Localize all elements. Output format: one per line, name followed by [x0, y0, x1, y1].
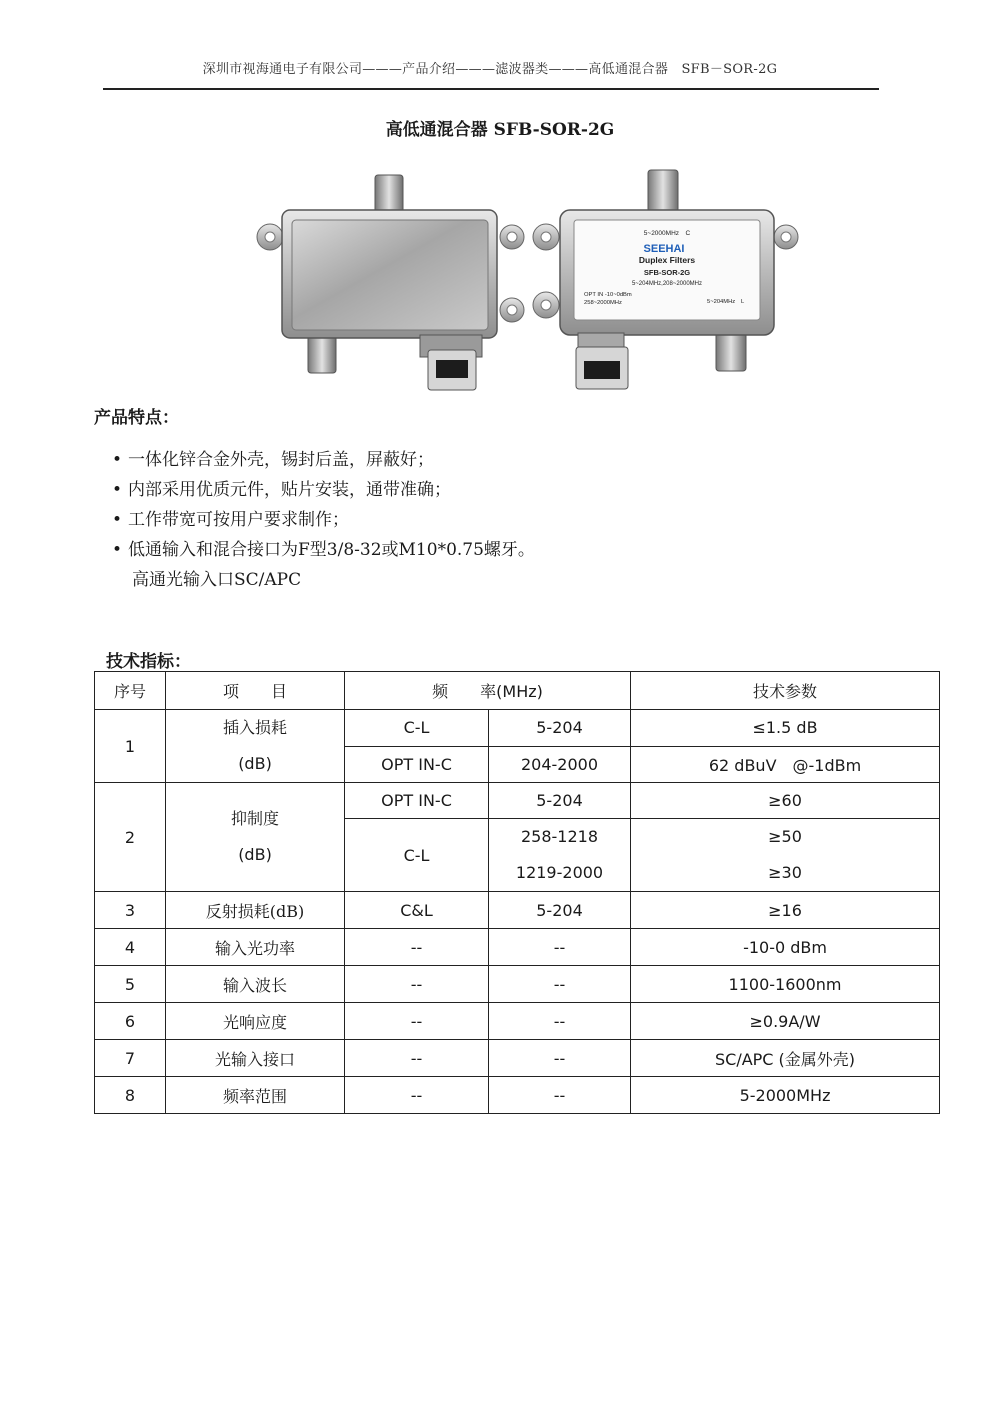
- row1b-freq: 204-2000: [489, 746, 631, 783]
- bullet-icon: •: [112, 450, 123, 470]
- row1-item: 插入损耗 (dB): [166, 710, 345, 783]
- row2-no: 2: [95, 783, 166, 892]
- document-title: 高低通混合器 SFB-SOR-2G: [385, 120, 615, 140]
- table-row: 8 频率范围 -- -- 5-2000MHz: [95, 1077, 940, 1114]
- row1a-value: ≤1.5 dB: [631, 710, 940, 747]
- label-line2: Duplex Filters: [638, 255, 696, 265]
- row1a-port: C-L: [345, 710, 489, 747]
- bullet-icon: •: [112, 480, 123, 500]
- header-param: 技术参数: [631, 672, 940, 710]
- table-row: [95, 783, 940, 819]
- row2a-freq: 5-204: [489, 783, 631, 819]
- bullet-icon: •: [112, 540, 123, 560]
- table-header-row: [95, 672, 940, 710]
- product-back-view: [257, 175, 524, 390]
- table-row: 6 光响应度 -- -- ≥0.9A/W: [95, 1003, 940, 1040]
- spec-table: [94, 671, 940, 1114]
- feature-item: • 低通输入和混合接口为F型3/8-32或M10*0.75螺牙。: [112, 535, 812, 565]
- feature-item: • 工作带宽可按用户要求制作；: [112, 505, 812, 535]
- features-heading: 产品特点：: [94, 408, 179, 428]
- label-model: SFB-SOR-2G: [643, 268, 691, 277]
- table-row: 7 光输入接口 -- -- SC/APC (金属外壳): [95, 1040, 940, 1077]
- table-row: 5 输入波长 -- -- 1100-1600nm: [95, 966, 940, 1003]
- feature-item: • 内部采用优质元件，贴片安装，通带准确；: [112, 475, 812, 505]
- feature-item: • 一体化锌合金外壳，锡封后盖，屏蔽好；: [112, 445, 812, 475]
- row1-no: 1: [95, 710, 166, 783]
- label-low: 5~204MHz L: [707, 299, 745, 305]
- row1a-freq: 5-204: [489, 710, 631, 747]
- label-brand: SEEHAI: [643, 243, 685, 255]
- header-divider: [103, 88, 879, 90]
- row2-item: 抑制度 (dB): [166, 783, 345, 892]
- bullet-icon: •: [112, 510, 123, 530]
- row1b-port: OPT IN-C: [345, 746, 489, 783]
- row1b-value: 62 dBuV @-1dBm: [631, 746, 940, 783]
- row2b-port: C-L: [345, 819, 489, 892]
- row2b-freq: 258-1218 1219-2000: [489, 819, 631, 892]
- product-photos: [250, 165, 810, 397]
- row2b-value: ≥50 ≥30: [631, 819, 940, 892]
- features-list: [112, 445, 812, 595]
- header-freq: 频 率(MHz): [345, 672, 631, 710]
- table-row: 4 输入光功率 -- -- -10-0 dBm: [95, 929, 940, 966]
- header-item: 项 目: [166, 672, 345, 710]
- page-header: 深圳市视海通电子有限公司———产品介绍———滤波器类———高低通混合器 SFB－SOR-2G: [202, 62, 778, 77]
- label-opt-range: 258~2000MHz: [584, 300, 622, 306]
- specs-heading: 技术指标：: [106, 652, 191, 672]
- header-no: 序号: [95, 672, 166, 710]
- product-front-view: [533, 170, 798, 389]
- label-bands: 5~204MHz,208~2000MHz: [631, 281, 703, 287]
- row2a-value: ≥60: [631, 783, 940, 819]
- table-row: 3 反射损耗(dB) C&L 5-204 ≥16: [95, 892, 940, 929]
- table-row: [95, 710, 940, 747]
- feature-item-continued: 高通光输入口SC/APC: [132, 570, 302, 590]
- row2a-port: OPT IN-C: [345, 783, 489, 819]
- label-line1: 5~2000MHz C: [643, 230, 691, 237]
- label-opt: OPT IN -10~0dBm: [584, 292, 632, 298]
